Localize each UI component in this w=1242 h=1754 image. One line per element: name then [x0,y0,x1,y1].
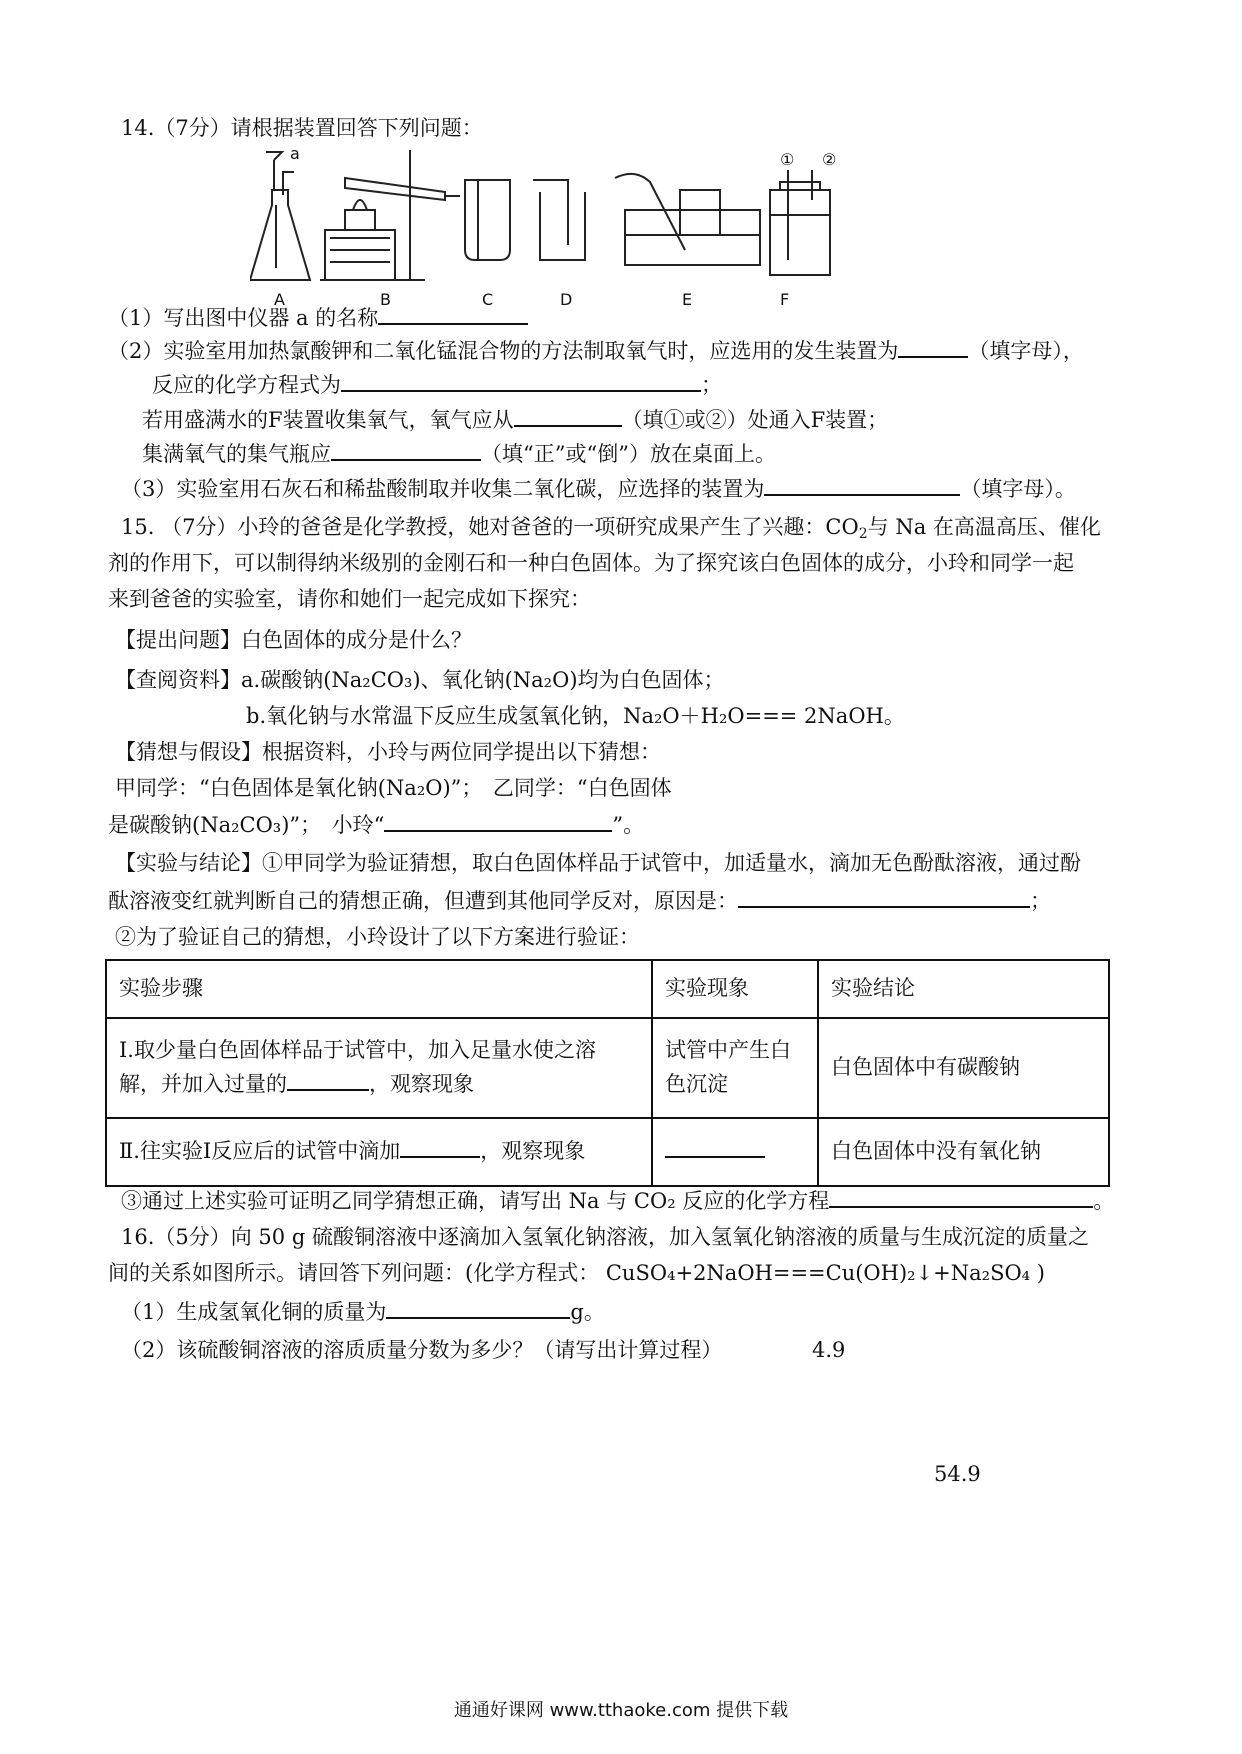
q15-final: ③通过上述实验可证明乙同学猜想正确，请写出 Na 与 CO₂ 反应的化学方程 。 [121,1189,1115,1213]
row1-phenomenon: 试管中产生白 色沉淀 [652,1018,818,1118]
q14-part2-line3: 若用盛满水的F装置收集氧气，氧气应从 （填①或②）处通入F装置； [142,408,889,432]
header-phenomenon: 实验现象 [652,960,818,1018]
answer-blank[interactable] [829,1188,1093,1208]
label-f: F [780,290,790,309]
answer-blank[interactable] [386,1299,570,1319]
label-a-letter: A [274,290,285,309]
apparatus-diagram [250,150,940,315]
answer-blank[interactable] [514,407,622,427]
apparatus-figure [250,144,940,315]
q16-line2: 间的关系如图所示。请回答下列问题：(化学方程式： CuSO₄+2NaOH===Cu(OH)₂↓+Na₂SO₄ ) [108,1261,1045,1285]
answer-blank[interactable] [764,476,960,496]
row2-conclusion: 白色固体中没有氧化钠 [818,1118,1109,1186]
answer-blank[interactable] [384,812,612,832]
row1-conclusion: 白色固体中有碳酸钠 [818,1018,1109,1118]
table-header-row [106,960,1109,1018]
row2-step: Ⅱ.往实验Ⅰ反应后的试管中滴加 ，观察现象 [106,1118,652,1186]
answer-blank[interactable] [287,1071,369,1091]
q15-hypo-title: 【猜想与假设】根据资料，小玲与两位同学提出以下猜想： [115,740,661,764]
q15-exp-line3: ②为了验证自己的猜想，小玲设计了以下方案进行验证： [115,925,640,949]
q16-part1: （1）生成氢氧化铜的质量为 g。 [121,1300,605,1324]
answer-blank[interactable] [400,1138,480,1158]
table-row [106,1018,1109,1118]
q15-exp-line2: 酞溶液变红就判断自己的猜想正确，但遭到其他同学反对，原因是： ； [108,889,1051,913]
apparatus-b [320,150,460,280]
q15-exp-line1: 【实验与结论】①甲同学为验证猜想，取白色固体样品于试管中，加适量水，滴加无色酚酞溶液，通过酚 [115,851,1081,875]
answer-blank[interactable] [898,338,968,358]
q15-intro-line2: 剂的作用下，可以制得纳米级别的金刚石和一种白色固体。为了探究该白色固体的成分，小玲和同学一起 [108,551,1074,575]
q14-part2-line4: 集满氧气的集气瓶应 （填“正”或“倒”）放在桌面上。 [142,442,776,466]
q15-intro-line3: 来到爸爸的实验室，请你和她们一起完成如下探究： [108,587,591,611]
q15-question: 【提出问题】白色固体的成分是什么？ [115,628,472,652]
q15-hypo-line1: 甲同学：“白色固体是氧化钠(Na₂O)”； 乙同学：“白色固体 [115,776,672,800]
answer-blank[interactable] [738,888,1030,908]
q14-part1: （1）写出图中仪器 a 的名称 [108,305,528,331]
row2-phenomenon [652,1118,818,1186]
q15-info-a: 【查阅资料】a.碳酸钠(Na₂CO₃)、氧化钠(Na₂O)均为白色固体； [115,668,725,692]
q14-part2-line1: （2）实验室用加热氯酸钾和二氧化锰混合物的方法制取氧气时，应选用的发生装置为 （填字母）， [108,339,1084,363]
handwritten-note-2: 54.9 [934,1462,981,1486]
answer-blank[interactable] [378,305,528,325]
q15-info-b: b.氧化钠与水常温下反应生成氢氧化钠，Na₂O＋H₂O=== 2NaOH。 [246,704,905,728]
row1-step: Ⅰ.取少量白色固体样品于试管中，加入足量水使之溶 解，并加入过量的 ，观察现象 [106,1018,652,1118]
label-d: D [560,290,573,309]
apparatus-a [250,152,310,280]
header-conclusion: 实验结论 [818,960,1109,1018]
answer-blank[interactable] [665,1138,765,1158]
answer-blank[interactable] [331,441,481,461]
answer-blank[interactable] [341,372,701,392]
port-1: ① [780,150,795,169]
page-footer: 通通好课网 www.tthaoke.com 提供下载 [453,1700,789,1721]
q15-hypo-line2: 是碳酸钠(Na₂CO₃)”； 小玲“ ”。 [108,813,645,837]
table-row [106,1118,1109,1186]
header-step: 实验步骤 [106,960,652,1018]
q16-line1: 16.（5分）向 50 g 硫酸铜溶液中逐滴加入氢氧化钠溶液，加入氢氧化钠溶液的质量与生成沉淀的质量之 [121,1225,1089,1249]
port-2: ② [822,150,837,169]
label-b: B [380,290,391,309]
label-instrument-a: a [290,144,300,163]
label-e: E [682,290,693,309]
apparatus-d [533,180,585,260]
q15-intro-line1: 15. （7分）小玲的爸爸是化学教授，她对爸爸的一项研究成果产生了兴趣：$CO_2$与 Na 在高温高压、催化 [121,515,1101,542]
q14-title: 14.（7分）请根据装置回答下列问题： [121,116,483,140]
q14-part2-line2: 反应的化学方程式为 ； [152,373,722,397]
apparatus-c [465,180,510,260]
apparatus-f [770,170,830,275]
experiment-table [105,959,1110,1187]
q16-part2: （2）该硫酸铜溶液的溶质质量分数为多少？（请写出计算过程） [121,1338,723,1362]
apparatus-e [615,174,760,265]
label-c: C [482,290,494,309]
handwritten-note-1: 4.9 [812,1338,846,1362]
q14-part3: （3）实验室用石灰石和稀盐酸制取并收集二氧化碳，应选择的装置为 （填字母）。 [121,477,1076,501]
